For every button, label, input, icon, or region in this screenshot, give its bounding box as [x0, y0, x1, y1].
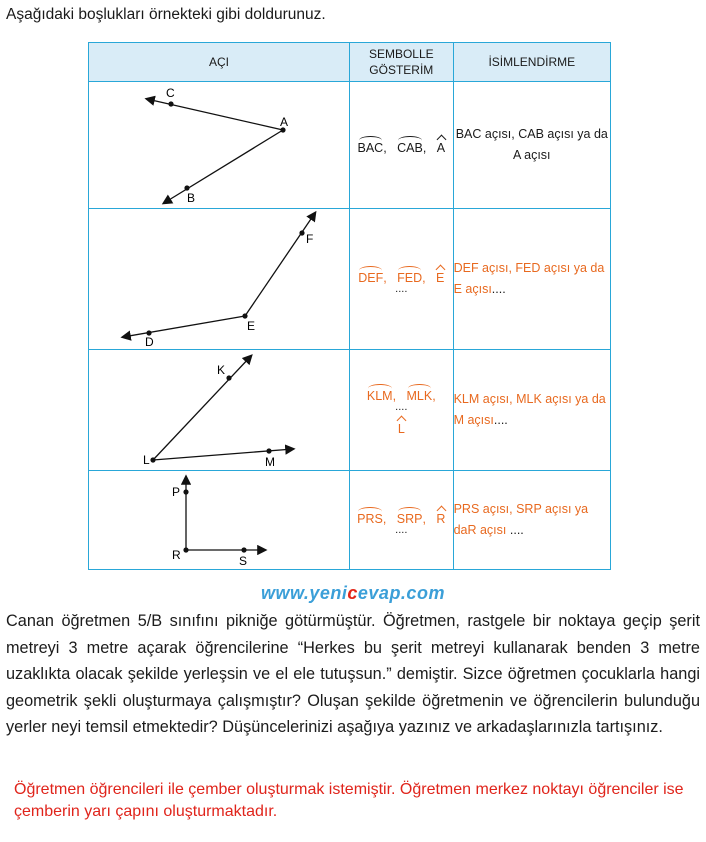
- label-p: P: [172, 485, 181, 499]
- label-a: A: [280, 115, 289, 129]
- naming-text: PRS açısı, SRP açısı ya daR açısı: [453, 502, 589, 537]
- label-s: S: [239, 554, 248, 568]
- header-symbol: SEMBOLLE GÖSTERİM: [350, 43, 454, 82]
- symbol-cell: BAC, CAB, A: [350, 82, 454, 209]
- angle-prs-drawing: [89, 471, 349, 569]
- symbol-1: PRS: [357, 507, 383, 526]
- symbol-cell: DEF, FED, E ....: [350, 209, 454, 350]
- naming-cell: [453, 209, 610, 350]
- table-row: [89, 350, 611, 471]
- naming-cell: [453, 350, 610, 471]
- symbol-3: L: [398, 417, 405, 436]
- angle-figure-def: [89, 209, 350, 350]
- table-row: [89, 209, 611, 350]
- label-m: M: [265, 455, 275, 469]
- table-row: [89, 82, 611, 209]
- ray-ac: [147, 99, 283, 130]
- ray-ed: [123, 316, 245, 337]
- symbol-2: MLK: [407, 384, 433, 403]
- label-r: R: [172, 548, 181, 562]
- symbol-3: E: [436, 266, 444, 285]
- label-e: E: [247, 319, 256, 333]
- label-c: C: [166, 86, 175, 100]
- symbol-2: CAB: [397, 136, 423, 155]
- naming-dots: ....: [493, 413, 508, 427]
- symbol-2: SRP: [397, 507, 423, 526]
- naming-dots: ....: [491, 282, 506, 296]
- angle-def-drawing: [89, 209, 349, 349]
- label-k: K: [217, 363, 226, 377]
- answer-text: Öğretmen öğrencileri ile çember oluşturmak istemiştir. Öğretmen merkez noktayı öğrenciler ise çemberin yarı çapını oluşturmaktadır.: [14, 781, 684, 820]
- naming-cell: [453, 471, 610, 570]
- angle-table: [88, 42, 611, 570]
- point-b: [184, 185, 189, 190]
- point-e: [242, 313, 247, 318]
- symbol-1: KLM: [367, 384, 393, 403]
- naming-text: DEF açısı, FED açısı ya da E açısı: [453, 261, 605, 296]
- table-header-row: [89, 43, 611, 82]
- symbol-3: R: [436, 507, 445, 526]
- symbol-2: FED: [397, 266, 422, 285]
- ray-ef: [245, 213, 315, 316]
- dots: ....: [395, 401, 408, 413]
- label-l: L: [143, 453, 150, 467]
- dots: ....: [395, 523, 408, 536]
- point-s: [241, 547, 246, 552]
- ray-lk: [153, 356, 251, 460]
- ray-ab: [164, 130, 283, 203]
- label-f: F: [306, 232, 314, 246]
- point-f: [299, 230, 304, 235]
- point-k: [226, 375, 231, 380]
- angle-bac-drawing: [89, 82, 349, 208]
- angle-figure-prs: [89, 471, 350, 570]
- naming-dots: ....: [509, 523, 524, 537]
- angle-figure-klm: [89, 350, 350, 471]
- symbol-3: A: [437, 136, 445, 155]
- point-r: [183, 547, 188, 552]
- angle-figure-bac: [89, 82, 350, 209]
- symbol-cell: KLM, MLK, .... L: [350, 350, 454, 471]
- header-angle: AÇI: [89, 43, 350, 82]
- naming-text: KLM açısı, MLK açısı ya da M açısı: [453, 392, 606, 427]
- point-p: [183, 489, 188, 494]
- symbol-1: DEF: [358, 266, 383, 285]
- naming-cell: BAC açısı, CAB açısı ya da A açısı: [453, 82, 610, 209]
- point-m: [266, 448, 271, 453]
- angle-klm-drawing: [89, 350, 349, 470]
- symbol-cell: PRS, SRP, R ....: [350, 471, 454, 570]
- label-b: B: [187, 191, 196, 205]
- dots: ....: [395, 282, 408, 295]
- label-d: D: [145, 335, 154, 349]
- table-row: [89, 471, 611, 570]
- story-paragraph: Canan öğretmen 5/B sınıfını pikniğe götürmüştür. Öğretmen, rastgele bir noktaya geçip şerit metreyi 3 metre açarak öğrencilerine “Herkes bu şerit metreyi kullanarak benden 3 metre uzaklıkta olacak şekilde yerleşsin ve el ele tutuşsun.” demiştir. Sizce öğretmen çocuklarla hangi geometrik şekli oluşturmaya çalışmıştır? Oluşan şekilde öğretmenin ve öğrencilerin bulunduğu yerler neyi temsil etmektedir? Düşüncelerinizi aşağıya yazınız ve arkadaşlarınızla tartışınız.: [6, 612, 700, 736]
- watermark: www.yenicevap.com: [261, 583, 445, 603]
- point-c: [168, 101, 173, 106]
- instruction: Aşağıdaki boşlukları örnekteki gibi doldurunuz.: [6, 6, 326, 23]
- point-l: [150, 457, 155, 462]
- symbol-1: BAC: [358, 136, 384, 155]
- header-naming: İSİMLENDİRME: [453, 43, 610, 82]
